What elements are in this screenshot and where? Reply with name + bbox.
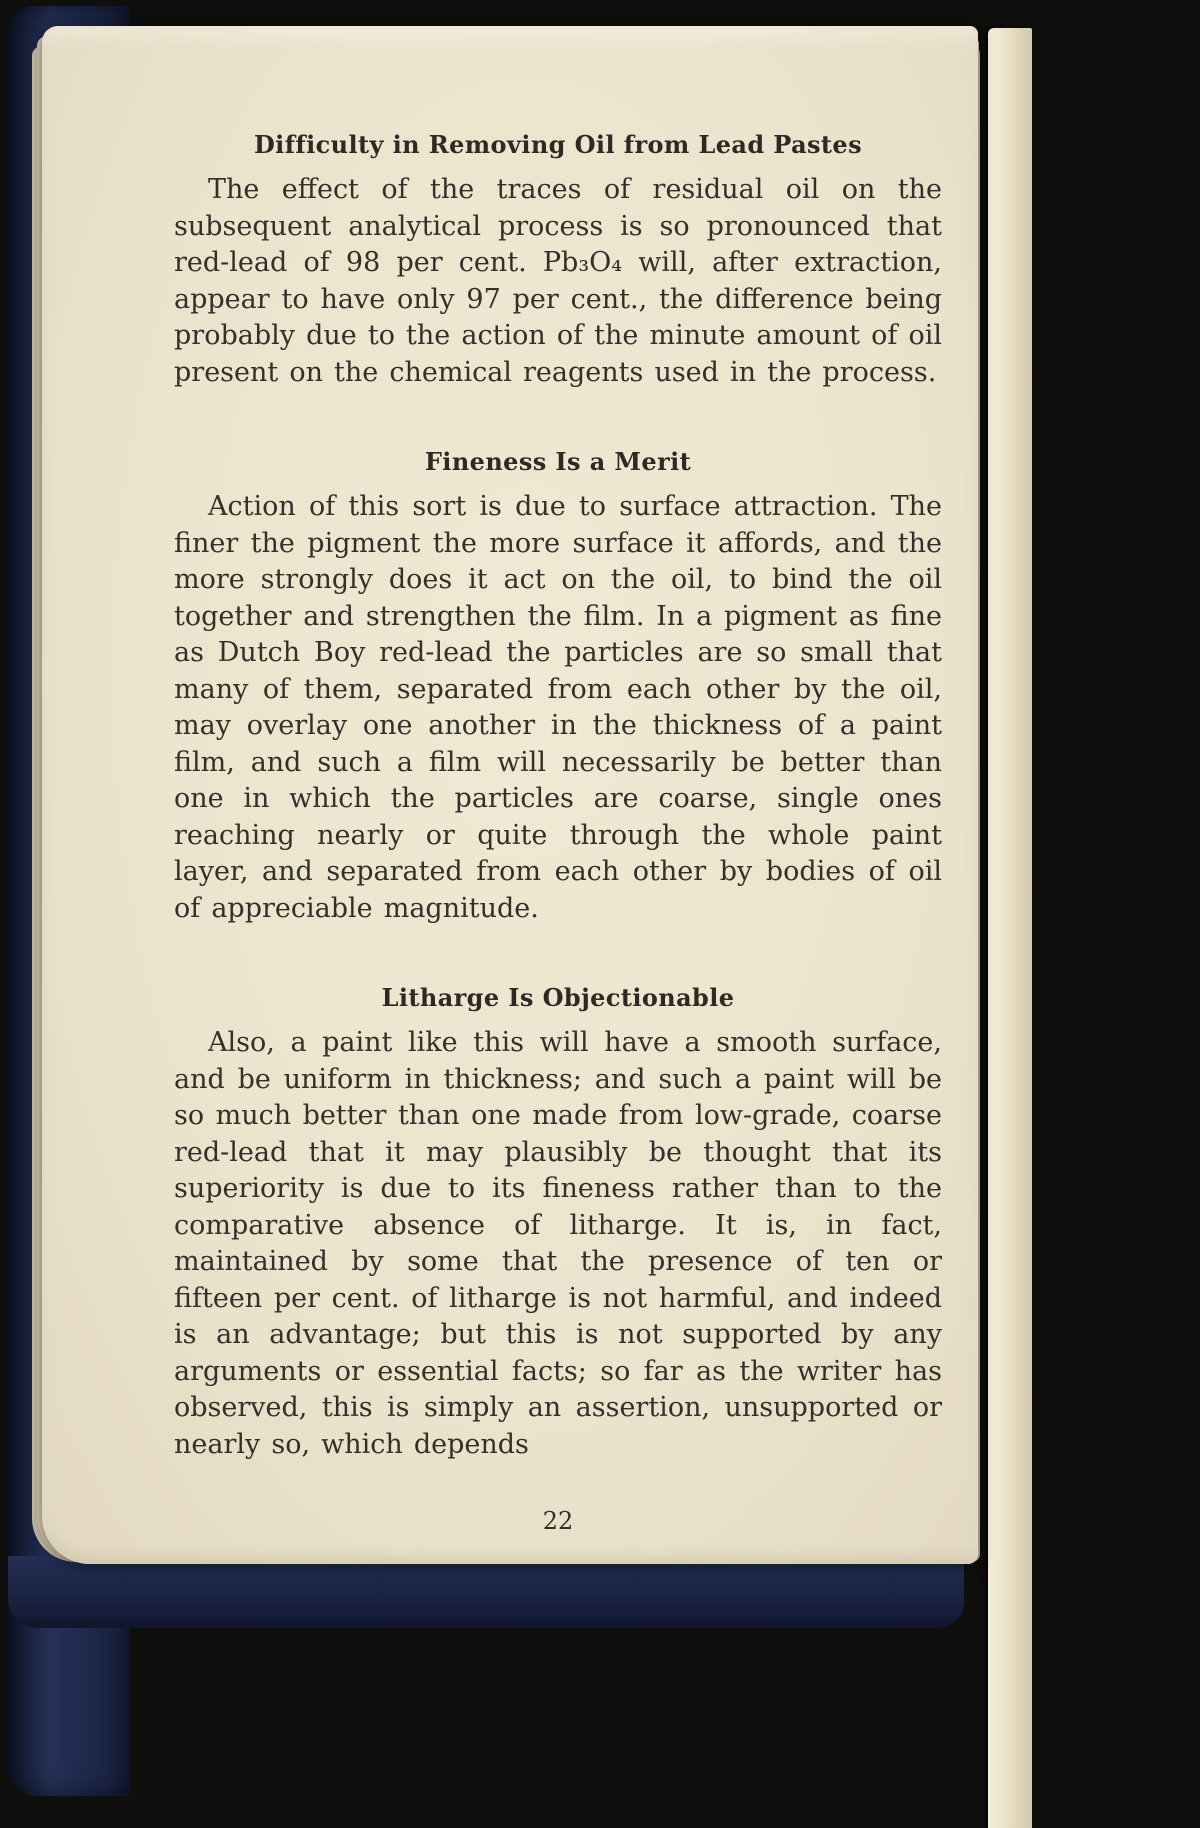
section-heading: Difficulty in Removing Oil from Lead Pastes [253, 130, 863, 159]
section-litharge [174, 983, 942, 1463]
adjacent-page-edge [988, 28, 1032, 1828]
book-cover-bottom-edge [8, 1556, 964, 1628]
section-oil-removal [174, 130, 942, 391]
book-page [42, 26, 978, 1564]
paragraph: The effect of the traces of residual oil on the subsequent analytical process is so pronounced that red-lead of 98 per cent. Pb₃O₄ will, after extraction, appear to have only 97 per cent., the difference being probably due to the action of the minute amount of oil present on the chemical reagents used in the process. [174, 174, 942, 388]
page-content [42, 26, 978, 1535]
section-heading: Litharge Is Objectionable [381, 983, 735, 1012]
section-fineness [174, 447, 942, 927]
page-number: 22 [542, 1507, 574, 1535]
paragraph: Action of this sort is due to surface attraction. The finer the pigment the more surface it affords, and the more strongly does it act on the oil, to bind the oil together and strengthen the film. In a pigment as fine as Dutch Boy red-lead the particles are so small that many of them, separated from each other by the oil, may overlay one another in the thickness of a paint film, and such a film will necessarily be better than one in which the particles are coarse, single ones reaching nearly or quite through the whole paint layer, and separated from each other by bodies of oil of appreciable magnitude. [174, 491, 942, 924]
section-heading: Fineness Is a Merit [424, 447, 692, 476]
paragraph: Also, a paint like this will have a smooth surface, and be uniform in thickness; and such a paint will be so much better than one made from low-grade, coarse red-lead that it may plausibly be thought that its superiority is due to its fineness rather than to the comparative absence of litharge. It is, in fact, maintained by some that the presence of ten or fifteen per cent. of litharge is not harmful, and indeed is an advantage; but this is not supported by any arguments or essential facts; so far as the writer has observed, this is simply an assertion, unsupported or nearly so, which depends [174, 1027, 942, 1460]
